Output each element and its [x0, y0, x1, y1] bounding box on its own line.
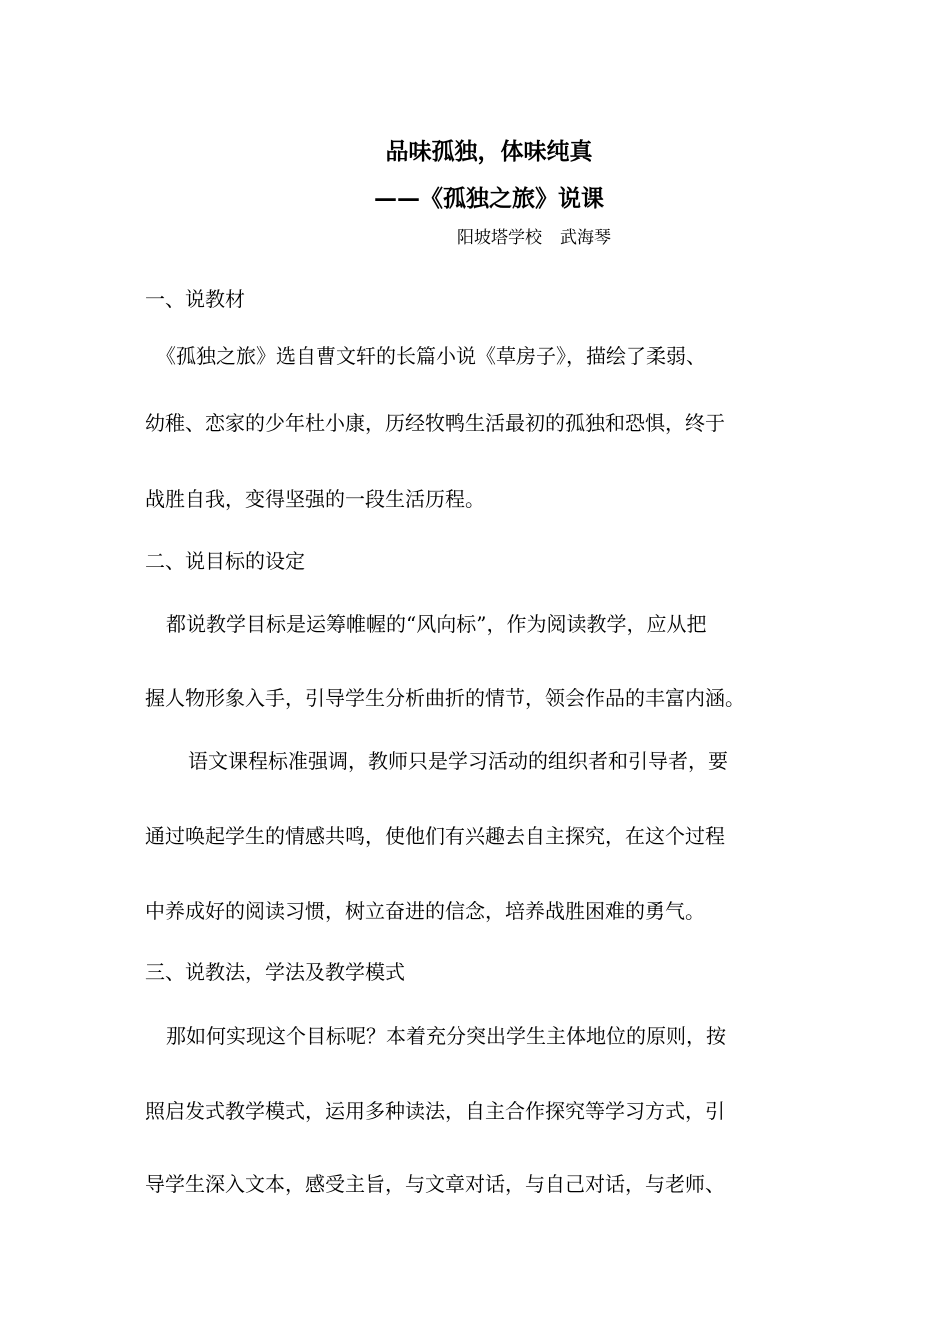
paragraph-line: 导学生深入文本，感受主旨，与文章对话，与自己对话，与老师、 — [145, 1172, 725, 1196]
paragraph-line: 照启发式教学模式，运用多种读法，自主合作探究等学习方式，引 — [145, 1099, 725, 1123]
paragraph-line: 战胜自我，变得坚强的一段生活历程。 — [145, 487, 485, 511]
author-name: 武海琴 — [560, 228, 611, 248]
page-title: 品味孤独，体味纯真 — [385, 138, 593, 165]
paragraph-line: 通过唤起学生的情感共鸣，使他们有兴趣去自主探究，在这个过程 — [145, 824, 725, 848]
page-subtitle: ——《孤独之旅》说课 — [374, 185, 604, 212]
section-heading-textbook: 一、说教材 — [145, 287, 245, 311]
section-heading-methods: 三、说教法，学法及教学模式 — [145, 960, 405, 984]
paragraph-line: 都说教学目标是运筹帷幄的“风向标”，作为阅读教学，应从把 — [166, 612, 707, 636]
paragraph-line: 中养成好的阅读习惯，树立奋进的信念，培养战胜困难的勇气。 — [145, 899, 705, 923]
paragraph-line: 语文课程标准强调，教师只是学习活动的组织者和引导者，要 — [188, 749, 728, 773]
school-name: 阳坡塔学校 — [457, 228, 542, 248]
section-heading-goals: 二、说目标的设定 — [145, 549, 305, 573]
author-line — [457, 226, 611, 250]
paragraph-line: 那如何实现这个目标呢？本着充分突出学生主体地位的原则，按 — [166, 1024, 726, 1048]
paragraph-line: 握人物形象入手，引导学生分析曲折的情节，领会作品的丰富内涵。 — [145, 686, 745, 710]
paragraph-line: 《孤独之旅》选自曹文轩的长篇小说《草房子》，描绘了柔弱、 — [156, 344, 706, 368]
paragraph-line: 幼稚、恋家的少年杜小康，历经牧鸭生活最初的孤独和恐惧，终于 — [145, 411, 725, 435]
